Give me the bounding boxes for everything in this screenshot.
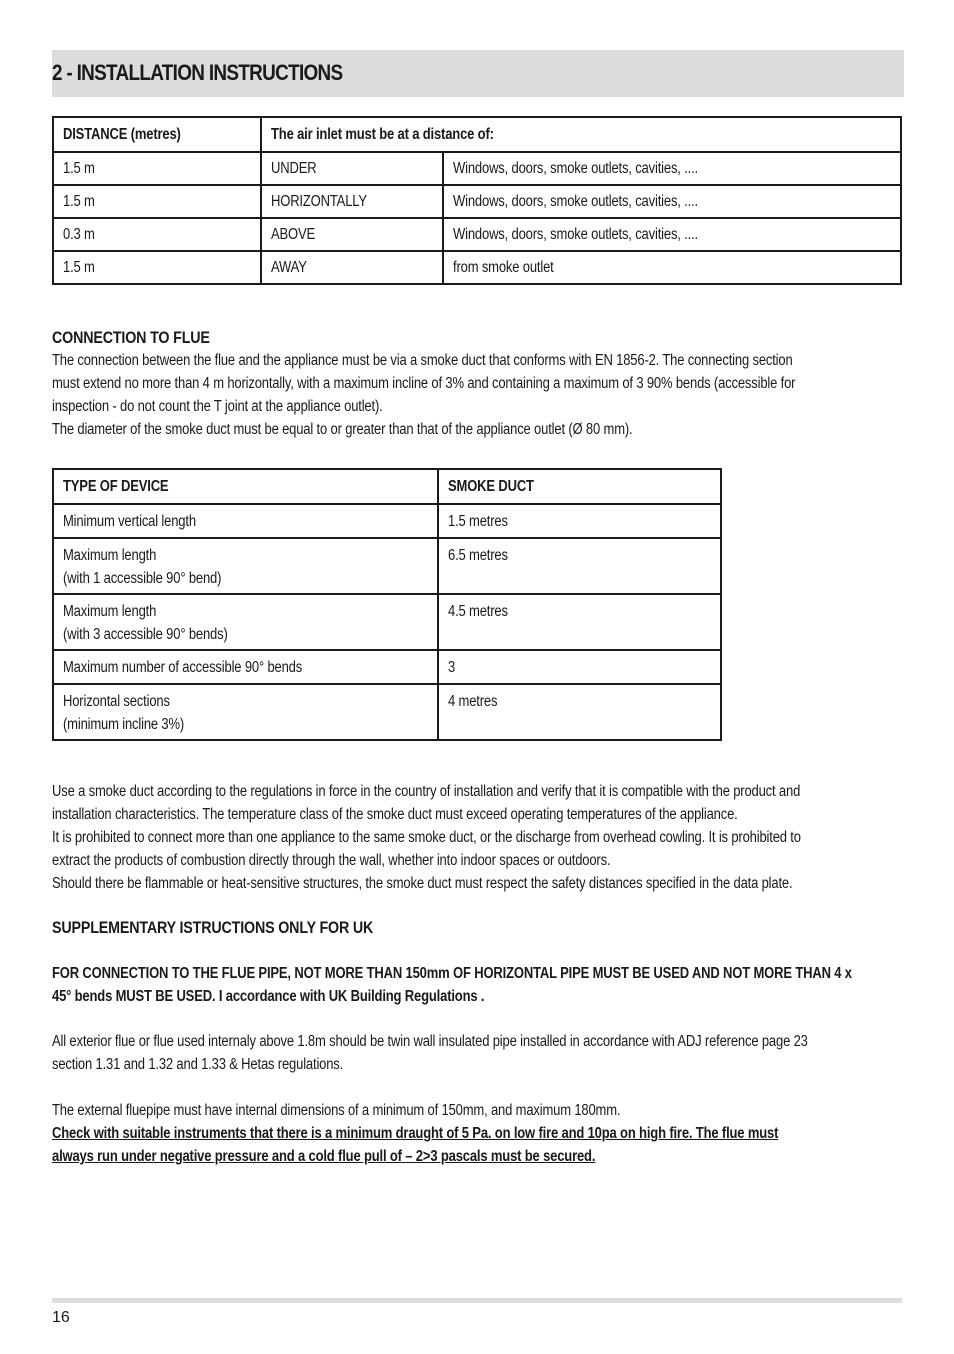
- text-line: The diameter of the smoke duct must be equal to or greater than that of the appliance outlet (Ø 80 mm).: [52, 421, 633, 438]
- uk-section-heading: SUPPLEMENTARY ISTRUCTIONS ONLY FOR UK: [52, 918, 374, 937]
- distance-cell: 1.5 m: [63, 160, 95, 177]
- text-line: All exterior flue or flue used internaly above 1.8m should be twin wall insulated pipe installed in accordance with ADJ reference page 23: [52, 1033, 808, 1050]
- footer-divider: [52, 1298, 902, 1303]
- device-cell: Maximum length: [63, 547, 157, 564]
- smoke-duct-paragraph: [52, 780, 902, 895]
- text-line: Use a smoke duct according to the regulations in force in the country of installation and verify that it is compatible with the product and: [52, 783, 801, 800]
- distance-cell: 1.5 m: [63, 259, 95, 276]
- column-header: SMOKE DUCT: [448, 478, 534, 495]
- value-cell: 1.5 metres: [448, 513, 508, 530]
- position-cell: HORIZONTALLY: [271, 193, 367, 210]
- text-line: FOR CONNECTION TO THE FLUE PIPE, NOT MORE THAN 150mm OF HORIZONTAL PIPE MUST BE USED AND NOT MORE THAN 4 x: [52, 965, 852, 982]
- section-header: [52, 50, 904, 97]
- table-row: [53, 504, 721, 538]
- page-number: 16: [52, 1309, 70, 1326]
- text-line: section 1.31 and 1.32 and 1.33 & Hetas regulations.: [52, 1056, 344, 1073]
- device-cell: Maximum length: [63, 603, 157, 620]
- smoke-duct-table: [52, 468, 722, 741]
- external-fluepipe-paragraph: [52, 1099, 902, 1168]
- text-line: 45° bends MUST BE USED. I accordance with UK Building Regulations .: [52, 988, 485, 1005]
- table-row: [53, 251, 901, 284]
- distance-cell: 1.5 m: [63, 193, 95, 210]
- table-row: [53, 538, 721, 594]
- device-cell: Maximum number of accessible 90° bends: [63, 659, 303, 676]
- reference-cell: Windows, doors, smoke outlets, cavities, ....: [453, 226, 698, 243]
- device-cell-note: (with 1 accessible 90° bend): [63, 570, 222, 587]
- distance-cell: 0.3 m: [63, 226, 95, 243]
- section-heading: CONNECTION TO FLUE: [52, 328, 210, 347]
- draught-warning-line: Check with suitable instruments that there is a minimum draught of 5 Pa. on low fire and 10pa on high fire. The flue must: [52, 1125, 779, 1142]
- position-cell: UNDER: [271, 160, 317, 177]
- text-line: Should there be flammable or heat-sensitive structures, the smoke duct must respect the safety distances specified in the data plate.: [52, 875, 793, 892]
- column-header: The air inlet must be at a distance of:: [271, 126, 494, 143]
- table-row: [53, 650, 721, 684]
- value-cell: 6.5 metres: [448, 547, 508, 564]
- position-cell: ABOVE: [271, 226, 316, 243]
- table-row: [53, 218, 901, 251]
- table-header-row: [53, 469, 721, 504]
- position-cell: AWAY: [271, 259, 307, 276]
- text-line: extract the products of combustion directly through the wall, whether into indoor spaces or outdoors.: [52, 852, 611, 869]
- device-cell: Horizontal sections: [63, 693, 170, 710]
- table-row: [53, 684, 721, 740]
- device-cell: Minimum vertical length: [63, 513, 196, 530]
- device-cell-note: (with 3 accessible 90° bends): [63, 626, 228, 643]
- table-row: [53, 152, 901, 185]
- device-cell-note: (minimum incline 3%): [63, 716, 185, 733]
- reference-cell: Windows, doors, smoke outlets, cavities, ....: [453, 193, 698, 210]
- column-header: TYPE OF DEVICE: [63, 478, 169, 495]
- connection-paragraph: [52, 349, 902, 441]
- value-cell: 3: [448, 659, 456, 676]
- value-cell: 4 metres: [448, 693, 498, 710]
- reference-cell: Windows, doors, smoke outlets, cavities, ....: [453, 160, 698, 177]
- text-line: installation characteristics. The temperature class of the smoke duct must exceed operating temperatures of the appliance.: [52, 806, 738, 823]
- table-row: [53, 594, 721, 650]
- reference-cell: from smoke outlet: [453, 259, 554, 276]
- column-header: DISTANCE (metres): [63, 126, 181, 143]
- table-row: [53, 185, 901, 218]
- text-line: inspection - do not count the T joint at the appliance outlet).: [52, 398, 383, 415]
- text-line: The connection between the flue and the appliance must be via a smoke duct that conforms with EN 1856-2. The connecting section: [52, 352, 793, 369]
- air-inlet-distance-table: [52, 116, 902, 285]
- uk-regulation-notice: [52, 962, 902, 1008]
- text-line: must extend no more than 4 m horizontally, with a maximum incline of 3% and containing a maximum of 3 90% bends (accessible for: [52, 375, 796, 392]
- value-cell: 4.5 metres: [448, 603, 508, 620]
- text-line: It is prohibited to connect more than one appliance to the same smoke duct, or the discharge from overhead cowling. It is prohibited to: [52, 829, 801, 846]
- exterior-flue-paragraph: [52, 1030, 902, 1076]
- text-line: The external fluepipe must have internal dimensions of a minimum of 150mm, and maximum 180mm.: [52, 1102, 621, 1119]
- table-header-row: [53, 117, 901, 152]
- draught-warning-line: always run under negative pressure and a cold flue pull of – 2>3 pascals must be secured.: [52, 1148, 596, 1165]
- page-title: 2 - INSTALLATION INSTRUCTIONS: [52, 60, 343, 85]
- connection-section: [52, 326, 902, 441]
